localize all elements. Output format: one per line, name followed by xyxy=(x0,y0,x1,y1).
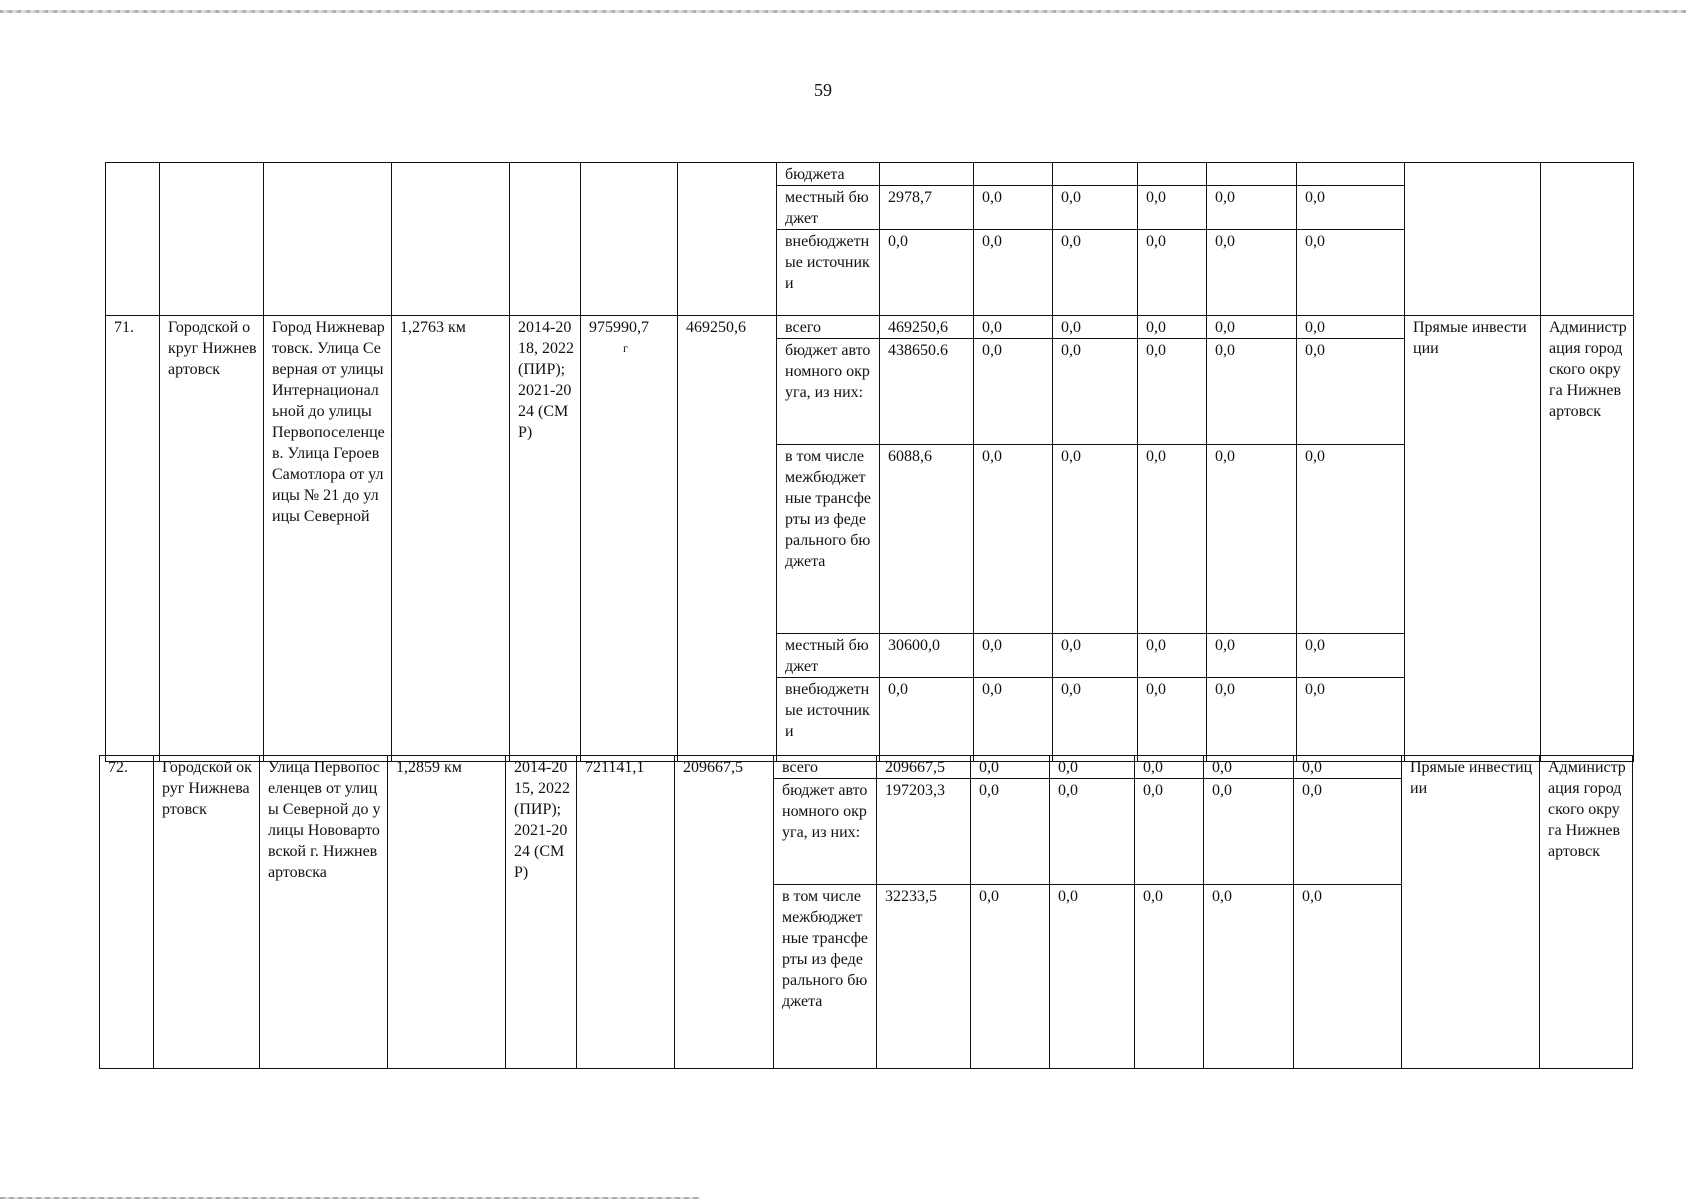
value-cell: 0,0 xyxy=(1050,756,1135,779)
source-cell: внебюджетные источники xyxy=(777,678,880,762)
page-number: 59 xyxy=(814,80,832,100)
value-cell: 0,0 xyxy=(974,316,1053,339)
value-cell: 0,0 xyxy=(1207,678,1297,762)
value-cell: 0,0 xyxy=(1207,339,1297,445)
remaining-cell: 469250,6 xyxy=(678,316,777,762)
value-cell: 0,0 xyxy=(1138,678,1207,762)
value-cell: 0,0 xyxy=(1204,756,1294,779)
value-cell: 0,0 xyxy=(1294,756,1402,779)
source-cell: местный бюджет xyxy=(777,634,880,678)
value-cell: 0,0 xyxy=(1053,445,1138,634)
source-cell: всего xyxy=(774,756,877,779)
period-cell: 2014-2015, 2022 (ПИР); 2021-2024 (СМР) xyxy=(506,756,577,1069)
municipality-cell: Городской округ Нижневартовск xyxy=(160,316,264,762)
value-cell: 469250,6 xyxy=(880,316,974,339)
num-cell-empty xyxy=(106,163,160,316)
cost-cell: 721141,1 xyxy=(577,756,675,1069)
value-cell: 0,0 xyxy=(974,678,1053,762)
value-cell: 0,0 xyxy=(974,634,1053,678)
value-cell: 0,0 xyxy=(1138,316,1207,339)
value-cell: 0,0 xyxy=(1207,186,1297,230)
value-cell xyxy=(880,163,974,186)
value-cell: 0,0 xyxy=(1204,779,1294,885)
value-cell: 0,0 xyxy=(974,445,1053,634)
row-number: 72. xyxy=(100,756,154,1069)
length-cell: 1,2763 км xyxy=(392,316,510,762)
cost-cell-empty xyxy=(581,163,678,316)
value-cell: 0,0 xyxy=(1135,779,1204,885)
object-cell-empty xyxy=(264,163,392,316)
value-cell: 0,0 xyxy=(1138,230,1207,316)
source-cell: в том числе межбюджетные трансферты из федерального бюджета xyxy=(777,445,880,634)
municipality-cell-empty xyxy=(160,163,264,316)
value-cell: 0,0 xyxy=(974,186,1053,230)
value-cell: 197203,3 xyxy=(877,779,971,885)
value-cell: 0,0 xyxy=(1050,885,1135,1069)
table-row xyxy=(106,316,1634,339)
value-cell xyxy=(1053,163,1138,186)
value-cell: 0,0 xyxy=(1138,634,1207,678)
source-cell: бюджет автономного округа, из них: xyxy=(777,339,880,445)
customer-cell-empty xyxy=(1541,163,1634,316)
source-cell: всего xyxy=(777,316,880,339)
length-cell: 1,2859 км xyxy=(388,756,506,1069)
value-cell: 0,0 xyxy=(1297,678,1405,762)
length-cell-empty xyxy=(392,163,510,316)
source-cell: бюджета xyxy=(777,163,880,186)
value-cell: 0,0 xyxy=(1138,186,1207,230)
value-cell: 0,0 xyxy=(1297,445,1405,634)
value-cell xyxy=(1207,163,1297,186)
value-cell: 0,0 xyxy=(1135,885,1204,1069)
table-row xyxy=(106,163,1634,186)
value-cell xyxy=(1138,163,1207,186)
value-cell: 0,0 xyxy=(1138,445,1207,634)
value-cell: 0,0 xyxy=(971,779,1050,885)
investment-cell: Прямые инвестиции xyxy=(1405,316,1541,762)
value-cell: 0,0 xyxy=(1138,339,1207,445)
value-cell: 0,0 xyxy=(1297,634,1405,678)
value-cell xyxy=(1297,163,1405,186)
table-row xyxy=(100,756,1633,779)
value-cell: 0,0 xyxy=(971,756,1050,779)
object-cell: Улица Первопоселенцев от улицы Северной до улицы Нововартовской г. Нижневартовска xyxy=(260,756,388,1069)
value-cell: 0,0 xyxy=(1294,885,1402,1069)
remaining-cell: 209667,5 xyxy=(675,756,774,1069)
object-cell: Город Нижневартовск. Улица Северная от улицы Интернациональной до улицы Первопоселенцев. Улица Героев Самотлора от улицы № 21 до улицы Северной xyxy=(264,316,392,762)
value-cell: 0,0 xyxy=(1207,230,1297,316)
scan-edge-bottom xyxy=(0,1197,700,1199)
investment-table-upper xyxy=(105,162,1634,762)
value-cell: 0,0 xyxy=(1207,445,1297,634)
value-cell: 0,0 xyxy=(1297,230,1405,316)
source-cell: внебюджетные источники xyxy=(777,230,880,316)
value-cell: 0,0 xyxy=(974,339,1053,445)
investment-table-lower xyxy=(99,755,1633,1069)
value-cell: 0,0 xyxy=(1294,779,1402,885)
scan-edge-top xyxy=(0,10,1686,13)
source-cell: местный бюджет xyxy=(777,186,880,230)
value-cell: 0,0 xyxy=(1297,316,1405,339)
source-cell: в том числе межбюджетные трансферты из федерального бюджета xyxy=(774,885,877,1069)
value-cell xyxy=(974,163,1053,186)
value-cell: 209667,5 xyxy=(877,756,971,779)
investment-cell-empty xyxy=(1405,163,1541,316)
value-cell: 0,0 xyxy=(1053,316,1138,339)
municipality-cell: Городской округ Нижневартовск xyxy=(154,756,260,1069)
value-cell: 0,0 xyxy=(1053,678,1138,762)
period-cell: 2014-2018, 2022 (ПИР); 2021-2024 (СМР) xyxy=(510,316,581,762)
value-cell: 0,0 xyxy=(1053,186,1138,230)
customer-cell: Администрация городского округа Нижневартовск xyxy=(1541,316,1634,762)
value-cell: 438650.6 xyxy=(880,339,974,445)
row-number: 71. xyxy=(106,316,160,762)
cost-mark: г xyxy=(623,341,628,355)
value-cell: 30600,0 xyxy=(880,634,974,678)
value-cell: 0,0 xyxy=(1053,634,1138,678)
value-cell: 0,0 xyxy=(1204,885,1294,1069)
value-cell: 2978,7 xyxy=(880,186,974,230)
value-cell: 0,0 xyxy=(880,678,974,762)
cost-value: 975990,7 xyxy=(589,319,649,336)
value-cell: 0,0 xyxy=(1135,756,1204,779)
source-cell: бюджет автономного округа, из них: xyxy=(774,779,877,885)
value-cell: 0,0 xyxy=(971,885,1050,1069)
value-cell: 0,0 xyxy=(880,230,974,316)
value-cell: 0,0 xyxy=(1297,339,1405,445)
value-cell: 0,0 xyxy=(1050,779,1135,885)
period-cell-empty xyxy=(510,163,581,316)
customer-cell: Администрация городского округа Нижневартовск xyxy=(1540,756,1633,1069)
cost-cell xyxy=(581,316,678,762)
investment-cell: Прямые инвестиции xyxy=(1402,756,1540,1069)
value-cell: 0,0 xyxy=(1207,634,1297,678)
value-cell: 32233,5 xyxy=(877,885,971,1069)
value-cell: 0,0 xyxy=(1297,186,1405,230)
value-cell: 0,0 xyxy=(1053,339,1138,445)
value-cell: 0,0 xyxy=(1207,316,1297,339)
value-cell: 0,0 xyxy=(974,230,1053,316)
value-cell: 6088,6 xyxy=(880,445,974,634)
remaining-cell-empty xyxy=(678,163,777,316)
value-cell: 0,0 xyxy=(1053,230,1138,316)
